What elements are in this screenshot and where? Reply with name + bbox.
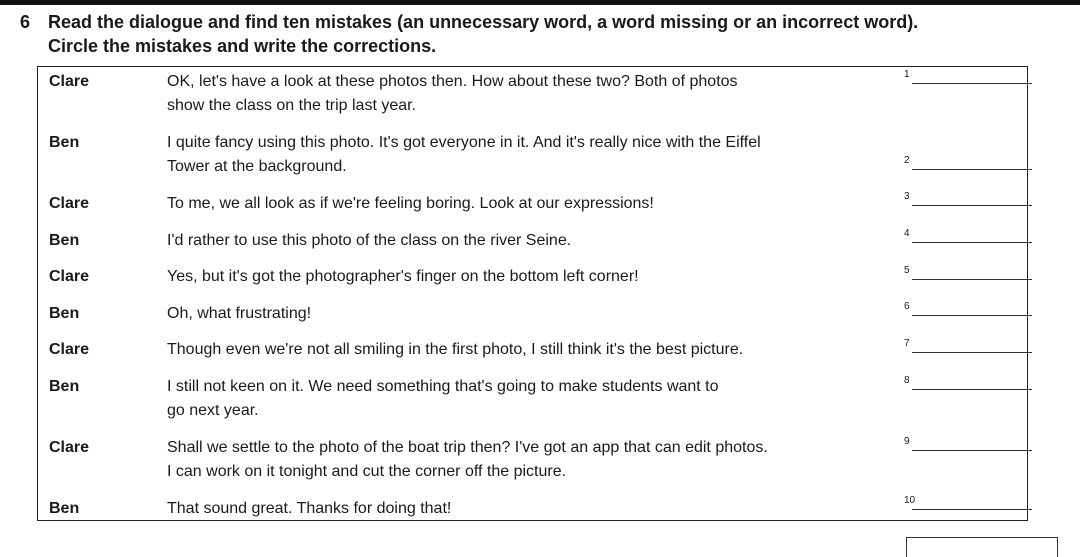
speaker-name: Ben	[49, 134, 80, 151]
answer-number: 2	[904, 155, 910, 166]
answer-blank[interactable]	[912, 83, 1032, 84]
dialogue-line: show the class on the trip last year.	[167, 97, 417, 114]
exercise-instructions	[20, 10, 918, 58]
speaker-name: Ben	[49, 378, 80, 395]
dialogue-line: Though even we're not all smiling in the first photo, I still think it's the best picture.	[167, 341, 744, 358]
dialogue-text	[167, 229, 867, 253]
answer-number: 9	[904, 436, 910, 447]
answer-blank[interactable]	[912, 279, 1032, 280]
top-rule	[0, 0, 1080, 5]
dialogue-line: I can work on it tonight and cut the corner off the picture.	[167, 463, 567, 480]
dialogue-line: Yes, but it's got the photographer's finger on the bottom left corner!	[167, 268, 639, 285]
answer-blank[interactable]	[912, 509, 1032, 510]
dialogue-line: go next year.	[167, 402, 259, 419]
speaker-name: Clare	[49, 195, 90, 212]
answer-number: 4	[904, 228, 910, 239]
answer-blank[interactable]	[912, 450, 1032, 451]
dialogue-line: That sound great. Thanks for doing that!	[167, 500, 452, 517]
corner-box	[906, 537, 1058, 557]
dialogue-line: To me, we all look as if we're feeling boring. Look at our expressions!	[167, 195, 654, 212]
dialogue-text	[167, 131, 867, 179]
dialogue-line: Oh, what frustrating!	[167, 305, 312, 322]
answer-number: 1	[904, 69, 910, 80]
answer-number: 10	[904, 495, 916, 506]
dialogue-line: Shall we settle to the photo of the boat trip then? I've got an app that can edit photos.	[167, 439, 768, 456]
dialogue-line: I quite fancy using this photo. It's got everyone in it. And it's really nice with the Eiffel	[167, 134, 761, 151]
answer-blank[interactable]	[912, 205, 1032, 206]
answer-blank[interactable]	[912, 242, 1032, 243]
dialogue-text	[167, 436, 867, 484]
dialogue-line: I'd rather to use this photo of the class on the river Seine.	[167, 232, 572, 249]
exercise-number: 6	[20, 12, 31, 32]
answer-number: 5	[904, 265, 910, 276]
answer-blank[interactable]	[912, 389, 1032, 390]
speaker-name: Clare	[49, 268, 90, 285]
dialogue-line: Tower at the background.	[167, 158, 347, 175]
speaker-name: Clare	[49, 73, 90, 90]
answer-number: 8	[904, 375, 910, 386]
speaker-name: Ben	[49, 500, 80, 517]
answer-blank[interactable]	[912, 169, 1032, 170]
answer-blank[interactable]	[912, 315, 1032, 316]
speaker-name: Clare	[49, 341, 90, 358]
speaker-name: Clare	[49, 439, 90, 456]
dialogue-text	[167, 265, 867, 289]
dialogue-line: OK, let's have a look at these photos then. How about these two? Both of photos	[167, 73, 738, 90]
answer-blank[interactable]	[912, 352, 1032, 353]
dialogue-text	[167, 338, 867, 362]
dialogue-box	[37, 66, 1028, 521]
dialogue-text	[167, 375, 867, 423]
speaker-name: Ben	[49, 305, 80, 322]
instruction-line-1: Read the dialogue and find ten mistakes (an unnecessary word, a word missing or an incorrect word).	[48, 12, 919, 32]
instruction-line-2: Circle the mistakes and write the corrections.	[48, 36, 437, 56]
answer-number: 6	[904, 301, 910, 312]
speaker-name: Ben	[49, 232, 80, 249]
dialogue-text	[167, 302, 867, 326]
dialogue-line: I still not keen on it. We need something that's going to make students want to	[167, 378, 719, 395]
dialogue-text	[167, 497, 867, 521]
answer-number: 7	[904, 338, 910, 349]
answer-number: 3	[904, 191, 910, 202]
dialogue-text	[167, 192, 867, 216]
dialogue-text	[167, 70, 867, 118]
